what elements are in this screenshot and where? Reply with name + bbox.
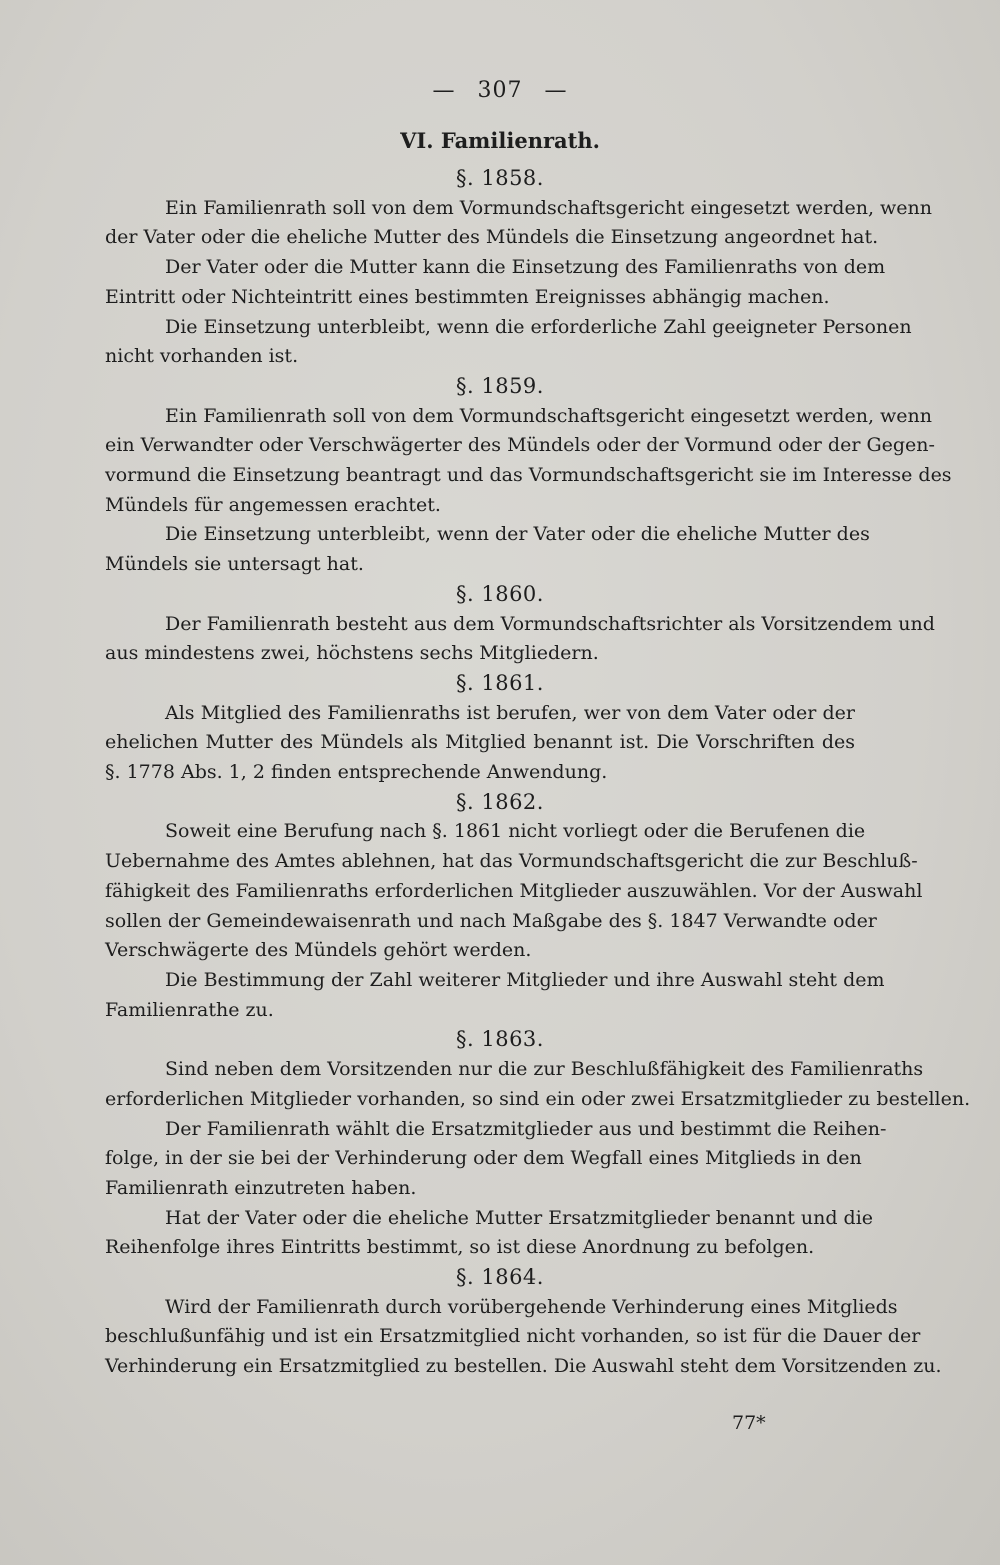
section-heading: §. 1862.	[456, 789, 544, 814]
text-line: Mündels sie untersagt hat.	[105, 553, 364, 576]
text-line: sollen der Gemeindewaisenrath und nach Maßgabe des §. 1847 Verwandte oder	[105, 909, 877, 932]
header-dash-right: —	[544, 78, 568, 103]
text-line: Uebernahme des Amtes ablehnen, hat das Vormundschaftsgericht die zur Beschluß-	[105, 850, 918, 873]
text-line: Die Einsetzung unterbleibt, wenn der Vater oder die eheliche Mutter des	[165, 523, 870, 546]
section-heading: §. 1864.	[456, 1265, 544, 1290]
page-number: 307	[477, 78, 523, 103]
text-line: Sind neben dem Vorsitzenden nur die zur Beschlußfähigkeit des Familienraths	[165, 1058, 924, 1081]
text-line: Mündels für angemessen erachtet.	[105, 493, 441, 516]
document-body	[105, 164, 971, 1382]
text-line: ein Verwandter oder Verschwägerter des Mündels oder der Vormund oder der Gegen-	[105, 434, 935, 457]
text-line: nicht vorhanden ist.	[105, 345, 299, 368]
text-line: vormund die Einsetzung beantragt und das Vormundschaftsgericht sie im Interesse des	[105, 464, 952, 487]
text-line: §. 1778 Abs. 1, 2 finden entsprechende Anwendung.	[105, 761, 608, 784]
sheet-signature: 77*	[732, 1412, 766, 1434]
text-line: Hat der Vater oder die eheliche Mutter Ersatzmitglieder benannt und die	[165, 1206, 874, 1229]
text-line: Der Vater oder die Mutter kann die Einsetzung des Familienraths von dem	[165, 256, 886, 279]
text-line: Verschwägerte des Mündels gehört werden.	[105, 939, 532, 962]
text-line: Eintritt oder Nichteintritt eines bestimmten Ereignisses abhängig machen.	[105, 285, 830, 308]
text-line: fähigkeit des Familienraths erforderlichen Mitglieder auszuwählen. Vor der Auswahl	[105, 879, 923, 902]
text-line: Wird der Familienrath durch vorübergehende Verhinderung eines Mitglieds	[165, 1295, 898, 1318]
section-heading: §. 1861.	[456, 670, 544, 695]
text-line: Der Familienrath besteht aus dem Vormundschaftsrichter als Vorsitzendem und	[165, 612, 935, 635]
section-heading: §. 1863.	[456, 1027, 544, 1052]
text-line: Soweit eine Berufung nach §. 1861 nicht vorliegt oder die Berufenen die	[165, 820, 866, 843]
text-line: Familienrathe zu.	[105, 998, 274, 1021]
text-line: Familienrath einzutreten haben.	[105, 1176, 417, 1199]
text-line: Die Bestimmung der Zahl weiterer Mitglieder und ihre Auswahl steht dem	[165, 968, 885, 991]
text-line: Ein Familienrath soll von dem Vormundschaftsgericht eingesetzt werden, wenn	[165, 196, 933, 219]
page-header	[0, 78, 1000, 103]
header-dash-left: —	[432, 78, 456, 103]
text-line: Als Mitglied des Familienraths ist berufen, wer von dem Vater oder der	[165, 701, 855, 724]
text-line: beschlußunfähig und ist ein Ersatzmitglied nicht vorhanden, so ist für die Dauer der	[105, 1325, 921, 1348]
section-heading: §. 1858.	[456, 166, 544, 190]
text-line: folge, in der sie bei der Verhinderung oder dem Wegfall eines Mitglieds in den	[105, 1147, 862, 1170]
text-line: Verhinderung ein Ersatzmitglied zu bestellen. Die Auswahl steht dem Vorsitzenden zu.	[105, 1355, 942, 1378]
section-heading: §. 1859.	[456, 373, 544, 398]
text-line: Reihenfolge ihres Eintritts bestimmt, so ist diese Anordnung zu befolgen.	[105, 1236, 815, 1259]
chapter-title: VI. Familienrath.	[400, 128, 600, 153]
text-line: der Vater oder die eheliche Mutter des Mündels die Einsetzung angeordnet hat.	[105, 226, 879, 249]
text-line: ehelichen Mutter des Mündels als Mitglied benannt ist. Die Vorschriften des	[105, 731, 855, 754]
section-heading: §. 1860.	[456, 581, 544, 606]
text-line: Ein Familienrath soll von dem Vormundschaftsgericht eingesetzt werden, wenn	[165, 404, 933, 427]
text-line: Die Einsetzung unterbleibt, wenn die erforderliche Zahl geeigneter Personen	[165, 315, 912, 338]
text-line: Der Familienrath wählt die Ersatzmitglieder aus und bestimmt die Reihen-	[165, 1117, 887, 1140]
text-line: erforderlichen Mitglieder vorhanden, so sind ein oder zwei Ersatzmitglieder zu bestellen.	[105, 1087, 971, 1110]
text-line: aus mindestens zwei, höchstens sechs Mitgliedern.	[105, 642, 599, 665]
